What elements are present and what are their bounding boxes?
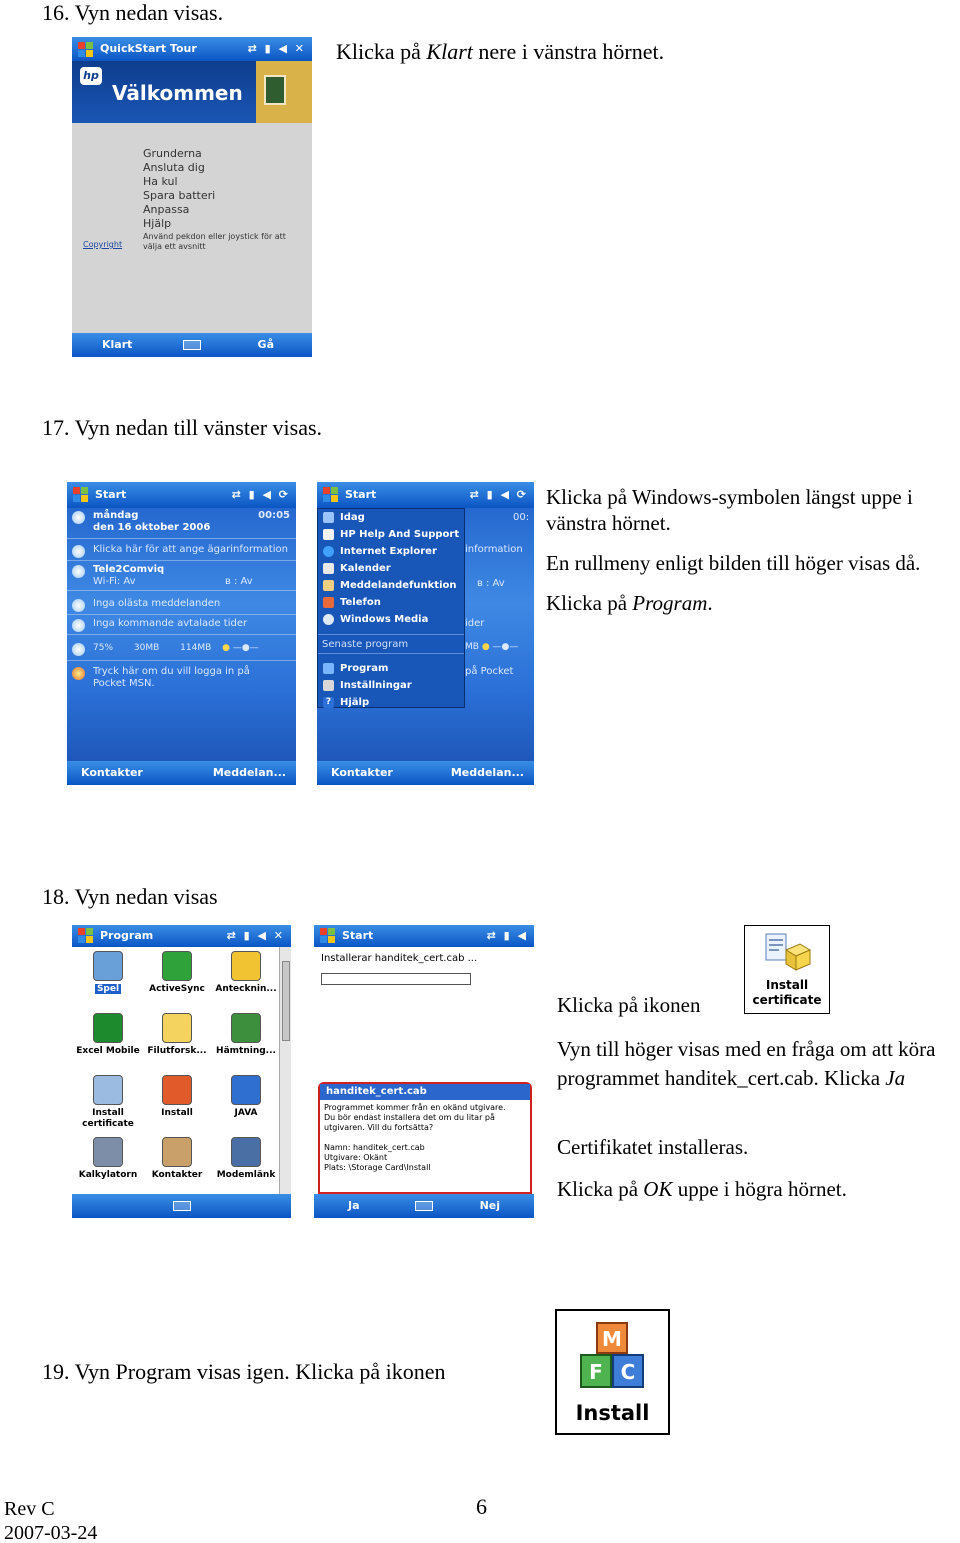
bulb-icon: ●	[222, 643, 231, 653]
step16-instruction	[336, 38, 664, 66]
messages-text: Inga olästa meddelanden	[93, 598, 221, 609]
step17-p2: En rullmeny enligt bilden till höger visas då.	[546, 551, 921, 575]
msn-row[interactable]	[67, 666, 267, 690]
step17-text	[546, 484, 958, 616]
program-label: Modemlänk	[216, 1170, 276, 1180]
battery-text: 75%	[93, 643, 114, 653]
menu-item-program[interactable]	[318, 660, 464, 677]
prompt-line1: Programmet kommer från en okänd utgivare.	[324, 1103, 506, 1112]
peek-pocket: på Pocket	[465, 666, 514, 677]
program-icon-item[interactable]	[72, 951, 144, 995]
keyboard-icon[interactable]	[173, 1201, 191, 1211]
program-icon-item[interactable]	[141, 1075, 213, 1119]
program-app-icon	[93, 951, 123, 981]
program-icon-item[interactable]	[210, 1137, 282, 1181]
prompt-line2: Du bör endast installera det om du litar på utgivaren. Vill du fortsätta?	[324, 1113, 495, 1132]
programs-softkey-bar	[72, 1194, 291, 1218]
menu-label: Windows Media	[340, 614, 429, 625]
status-icons: ⇄ ▮ ◀ ✕	[247, 42, 306, 55]
person-icon	[72, 545, 85, 558]
program-app-icon	[162, 951, 192, 981]
today-icon	[323, 512, 334, 523]
peek-bt-text: : Av	[485, 578, 505, 589]
step18-p4-em: OK	[643, 1177, 673, 1201]
prompt-name: Namn: handitek_cert.cab	[324, 1143, 425, 1152]
prompt-publisher: Utgivare: Okänt	[324, 1153, 388, 1162]
step18-p4-post: uppe i högra hörnet.	[672, 1177, 847, 1201]
menu-item-hjalp[interactable]: Hjälp	[143, 217, 172, 230]
today-softkey-bar	[67, 761, 296, 785]
menu-label: Idag	[340, 512, 365, 523]
welcome-banner	[72, 61, 312, 123]
footer-rev: Rev C	[4, 1498, 55, 1520]
step18-p2	[557, 1035, 947, 1093]
appointments-row[interactable]	[67, 618, 296, 630]
status-icons: ⇄ ▮ ◀ ⟳	[231, 488, 290, 501]
certificate-icon	[762, 930, 812, 974]
menu-item-anpassa[interactable]: Anpassa	[143, 203, 190, 216]
appointments-text: Inga kommande avtalade tider	[93, 618, 248, 629]
hp-logo-icon: hp	[80, 67, 102, 85]
install-softkey-bar	[314, 1194, 534, 1218]
msn-icon	[72, 667, 85, 680]
progress-bar	[321, 973, 471, 985]
install-icon-label: Install	[575, 1401, 650, 1425]
menu-label: Telefon	[340, 597, 381, 608]
kontakter-softkey[interactable]: Kontakter	[81, 766, 143, 779]
program-label: Antecknin...	[215, 984, 277, 994]
windows-flag-icon[interactable]	[73, 487, 89, 503]
program-icon-item[interactable]	[210, 951, 282, 995]
ga-softkey[interactable]: Gå	[257, 338, 274, 351]
program-app-icon	[231, 951, 261, 981]
blocks-icon	[579, 1321, 645, 1391]
menu-item-installningar[interactable]	[318, 677, 464, 694]
step17-heading: 17. Vyn nedan till vänster visas.	[42, 415, 323, 440]
program-icon-item[interactable]	[141, 951, 213, 995]
install-title-bar	[314, 925, 534, 947]
step18-p1: Klicka på ikonen	[557, 993, 701, 1017]
menu-item-telefon[interactable]	[318, 594, 464, 611]
startmenu-title: Start	[345, 488, 377, 501]
install-certificate-label	[745, 978, 829, 1008]
step17-p1: Klicka på Windows-symbolen längst uppe i vänstra hörnet.	[546, 485, 913, 535]
peek-info: information	[465, 544, 523, 555]
svg-text:M: M	[602, 1327, 622, 1351]
ja-softkey[interactable]: Ja	[348, 1199, 360, 1212]
mem1-text: 30MB	[133, 643, 160, 653]
startmenu-screen	[317, 482, 534, 785]
keyboard-icon[interactable]	[415, 1201, 433, 1211]
install-screen	[314, 925, 534, 1218]
program-label: Install certificate	[82, 1108, 134, 1129]
nej-softkey[interactable]: Nej	[479, 1199, 500, 1212]
menu-label: Kalender	[340, 563, 391, 574]
program-icon-item[interactable]	[141, 1013, 213, 1057]
quickstart-screen	[72, 37, 312, 357]
media-icon	[323, 614, 334, 625]
today-title-bar	[67, 482, 296, 508]
peek-mb: MB ● —●—	[465, 642, 519, 652]
install-prompt	[318, 1082, 532, 1194]
recent-header: Senaste program	[318, 634, 464, 654]
programs-title: Program	[100, 929, 154, 942]
page-number: 6	[476, 1494, 487, 1519]
step17-p3	[546, 590, 958, 616]
footer-left	[4, 1497, 97, 1543]
programs-scrollbar[interactable]	[279, 947, 291, 1194]
menu-item-ansluta[interactable]: Ansluta dig	[143, 161, 205, 174]
step18-p3: Certifikatet installeras.	[557, 1135, 749, 1159]
install-title: Start	[342, 929, 374, 942]
status-row[interactable]	[67, 642, 296, 654]
status-icons: ⇄ ▮ ◀	[486, 929, 528, 942]
windows-flag-icon[interactable]	[323, 487, 339, 503]
menu-label: Program	[340, 663, 389, 674]
startmenu-softkey-bar	[317, 761, 534, 785]
quickstart-title: QuickStart Tour	[100, 42, 197, 55]
calendar-icon	[323, 563, 334, 574]
carrier-text: Tele2Comviq	[93, 564, 165, 575]
step18-heading: 18. Vyn nedan visas	[42, 884, 218, 909]
menu-label: Meddelandefunktion	[340, 580, 457, 591]
program-label: Hämtning...	[216, 1046, 276, 1056]
step18-p2-pre: Vyn till höger visas med en fråga om att köra programmet handitek_cert.cab. Klicka	[557, 1037, 936, 1090]
bt-status: ʙ : Av	[225, 576, 253, 587]
wifi-text: Wi-Fi: Av	[93, 576, 136, 587]
menu-item-hp-help[interactable]	[318, 526, 464, 543]
step16-instruction-post: nere i vänstra hörnet.	[472, 39, 665, 64]
ie-icon	[323, 546, 334, 557]
install-icon[interactable]	[555, 1309, 670, 1435]
program-label: ActiveSync	[149, 984, 205, 994]
step17-p3-pre: Klicka på	[546, 591, 633, 615]
menu-item-ie[interactable]	[318, 543, 464, 560]
status-icons: ⇄ ▮ ◀ ✕	[226, 929, 285, 942]
carrier-row[interactable]	[67, 564, 296, 588]
program-app-icon	[162, 1075, 192, 1105]
envelope-icon	[323, 580, 334, 591]
menu-item-kalender[interactable]	[318, 560, 464, 577]
progress-label: Installerar handitek_cert.cab ...	[321, 953, 478, 964]
prompt-title: handitek_cert.cab	[320, 1084, 530, 1100]
meddelanden-softkey[interactable]: Meddelan...	[212, 766, 286, 779]
battery-icon	[72, 643, 85, 656]
kontakter-softkey[interactable]: Kontakter	[331, 766, 393, 779]
menu-item-meddelande[interactable]	[318, 577, 464, 594]
start-menu	[317, 508, 465, 708]
peek-ider: ider	[465, 618, 485, 629]
keyboard-icon[interactable]	[183, 340, 201, 350]
settings-icon	[323, 680, 334, 691]
peek-time: 00:	[513, 512, 530, 523]
menu-label: HP Help And Support	[340, 529, 460, 540]
svg-text:F: F	[589, 1360, 603, 1384]
messages-row[interactable]	[67, 598, 296, 610]
peek-mb-text: MB	[465, 642, 479, 652]
program-icon-item[interactable]	[72, 1137, 144, 1181]
antenna-icon	[72, 565, 85, 578]
program-app-icon	[93, 1013, 123, 1043]
day-text: måndag	[93, 510, 139, 521]
quickstart-softkey-bar	[72, 333, 312, 357]
program-icon-item[interactable]	[72, 1075, 144, 1130]
icon-label-line1: Install	[765, 978, 809, 992]
scrollbar-thumb[interactable]	[282, 961, 290, 1041]
klart-softkey[interactable]: Klart	[102, 338, 133, 351]
step17-p3-em: Program	[632, 591, 708, 615]
program-label: Kontakter	[151, 1170, 203, 1180]
meddelanden-softkey[interactable]: Meddelan...	[450, 766, 524, 779]
owner-text: Klicka här för att ange ägarinformation	[93, 544, 288, 555]
program-label: Excel Mobile	[76, 1046, 140, 1056]
step18-p2-em: Ja	[885, 1066, 906, 1090]
step18-p4	[557, 1176, 847, 1202]
icon-label-line2: certificate	[752, 993, 822, 1007]
program-icon-item[interactable]	[210, 1075, 282, 1119]
program-label: Kalkylatorn	[78, 1170, 138, 1180]
windows-flag-icon[interactable]	[78, 928, 94, 944]
calendar-icon	[72, 619, 85, 632]
menu-item-media[interactable]	[318, 611, 464, 628]
quickstart-hint: Använd pekdon eller joystick för att välja ett avsnitt	[143, 232, 286, 251]
menu-item-grunderna[interactable]: Grunderna	[143, 147, 202, 160]
peek-bt: ʙ : Av	[477, 578, 505, 589]
menu-label: Internet Explorer	[340, 546, 437, 557]
program-icon-item[interactable]	[141, 1137, 213, 1181]
program-app-icon	[93, 1075, 123, 1105]
date-text: den 16 oktober 2006	[93, 522, 211, 533]
step18-p4-pre: Klicka på	[557, 1177, 644, 1201]
clock-icon	[72, 511, 85, 524]
status-icons: ⇄ ▮ ◀ ⟳	[469, 488, 528, 501]
program-icon-item[interactable]	[72, 1013, 144, 1057]
program-app-icon	[231, 1013, 261, 1043]
menu-item-ha-kul[interactable]: Ha kul	[143, 175, 178, 188]
bt-text: : Av	[233, 576, 253, 587]
step16-instruction-em: Klart	[426, 39, 473, 64]
welcome-text: Välkommen	[112, 81, 243, 105]
program-label: Spel	[96, 984, 120, 994]
prompt-place: Plats: \Storage Card\Install	[324, 1163, 431, 1172]
time-text: 00:05	[258, 510, 290, 521]
program-app-icon	[162, 1013, 192, 1043]
program-app-icon	[93, 1137, 123, 1167]
menu-label: Inställningar	[340, 680, 412, 691]
step16-heading: 16. Vyn nedan visas.	[42, 0, 224, 25]
slider-icon: —●—	[232, 643, 259, 653]
mem2-text: 114MB	[180, 643, 212, 653]
program-label: JAVA	[234, 1108, 258, 1118]
today-title: Start	[95, 488, 127, 501]
windows-flag-icon[interactable]	[320, 928, 336, 944]
footer-date: 2007-03-24	[4, 1522, 98, 1543]
menu-item-idag[interactable]	[318, 509, 464, 526]
program-app-icon	[231, 1075, 261, 1105]
phone-icon	[323, 597, 334, 608]
program-app-icon	[231, 1137, 261, 1167]
window-photo	[256, 61, 312, 123]
question-icon: ?	[323, 697, 334, 708]
quickstart-menu	[143, 147, 215, 231]
svg-text:C: C	[620, 1360, 636, 1384]
menu-item-hjalp[interactable]	[318, 694, 464, 711]
date-row[interactable]	[67, 510, 296, 534]
step17-p3-post: .	[707, 591, 713, 615]
msn-text: Tryck här om du vill logga in på Pocket MSN.	[93, 666, 250, 689]
copyright-link[interactable]: Copyright	[83, 240, 123, 249]
step16-instruction-pre: Klicka på	[336, 39, 427, 64]
programs-title-bar	[72, 925, 291, 947]
help-icon	[323, 529, 334, 540]
programs-icon	[323, 663, 334, 674]
program-app-icon	[162, 1137, 192, 1167]
program-icon-item[interactable]	[210, 1013, 282, 1057]
today-screen	[67, 482, 296, 785]
programs-screen	[72, 925, 291, 1218]
prompt-body	[320, 1100, 530, 1176]
install-certificate-icon[interactable]	[744, 925, 830, 1014]
owner-row[interactable]	[67, 544, 296, 556]
menu-label: Hjälp	[340, 697, 370, 708]
startmenu-title-bar	[317, 482, 534, 508]
program-label: Install	[161, 1108, 193, 1118]
program-label: Filutforsk...	[147, 1046, 207, 1056]
menu-item-spara[interactable]: Spara batteri	[143, 189, 216, 202]
envelope-icon	[72, 599, 85, 612]
step19-heading: 19. Vyn Program visas igen. Klicka på ikonen	[42, 1359, 446, 1384]
windows-flag-icon[interactable]	[78, 42, 94, 58]
quickstart-title-bar	[72, 37, 312, 61]
